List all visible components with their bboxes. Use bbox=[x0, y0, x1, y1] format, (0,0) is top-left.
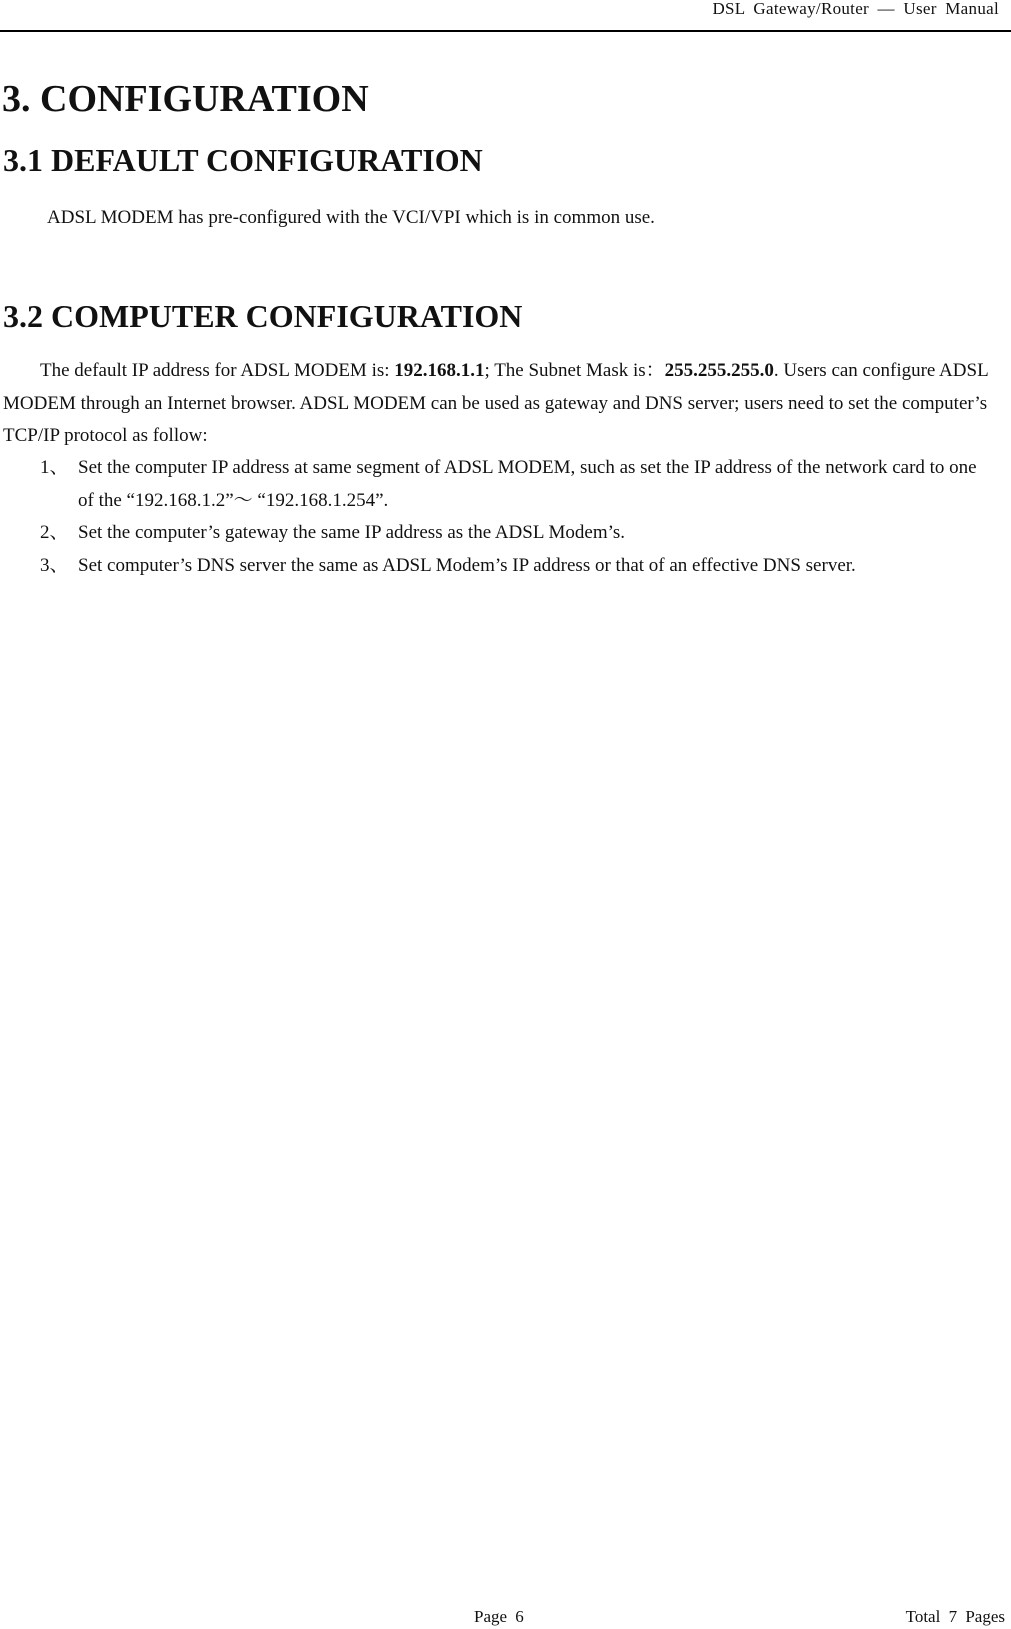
configuration-steps-list bbox=[0, 452, 1000, 582]
list-item bbox=[0, 550, 1000, 583]
list-item bbox=[0, 452, 1000, 517]
header-divider bbox=[0, 30, 1011, 32]
intro-suffix: . Users can configure ADSL MODEM through an Internet browser. ADSL MODEM can be used as gateway and DNS server; users need to set the computer’s TCP/IP protocol as follow: bbox=[3, 360, 988, 446]
step-number: 2、 bbox=[40, 522, 69, 543]
total-pages: Total 7 Pages bbox=[905, 1607, 1005, 1626]
section-title-default-configuration: 3.1 DEFAULT CONFIGURATION bbox=[3, 142, 483, 178]
step-text: Set the computer IP address at same segment of ADSL MODEM, such as set the IP address of the network card to one of the “192.168.1.2”～ “192.168.1.254”. bbox=[78, 457, 977, 511]
running-header: DSL Gateway/Router — User Manual bbox=[712, 0, 999, 18]
default-ip-address: 192.168.1.1 bbox=[394, 360, 485, 381]
list-item bbox=[0, 517, 1000, 550]
chapter-title: 3. CONFIGURATION bbox=[2, 78, 369, 120]
subnet-mask-value: 255.255.255.0 bbox=[664, 360, 774, 381]
page-number: Page 6 bbox=[474, 1607, 524, 1626]
step-number: 3、 bbox=[40, 554, 69, 576]
intro-mid: ; The Subnet Mask is： bbox=[484, 360, 665, 381]
step-text: Set computer’s DNS server the same as ADSL Modem’s IP address or that of an effective DNS server. bbox=[78, 554, 856, 576]
section-title-computer-configuration: 3.2 COMPUTER CONFIGURATION bbox=[3, 298, 523, 334]
default-configuration-paragraph: ADSL MODEM has pre-configured with the VCI/VPI which is in common use. bbox=[47, 207, 655, 228]
computer-configuration-paragraph bbox=[3, 355, 993, 453]
step-number: 1、 bbox=[40, 457, 69, 478]
intro-prefix: The default IP address for ADSL MODEM is: bbox=[40, 360, 395, 381]
step-text: Set the computer’s gateway the same IP address as the ADSL Modem’s. bbox=[78, 522, 626, 543]
